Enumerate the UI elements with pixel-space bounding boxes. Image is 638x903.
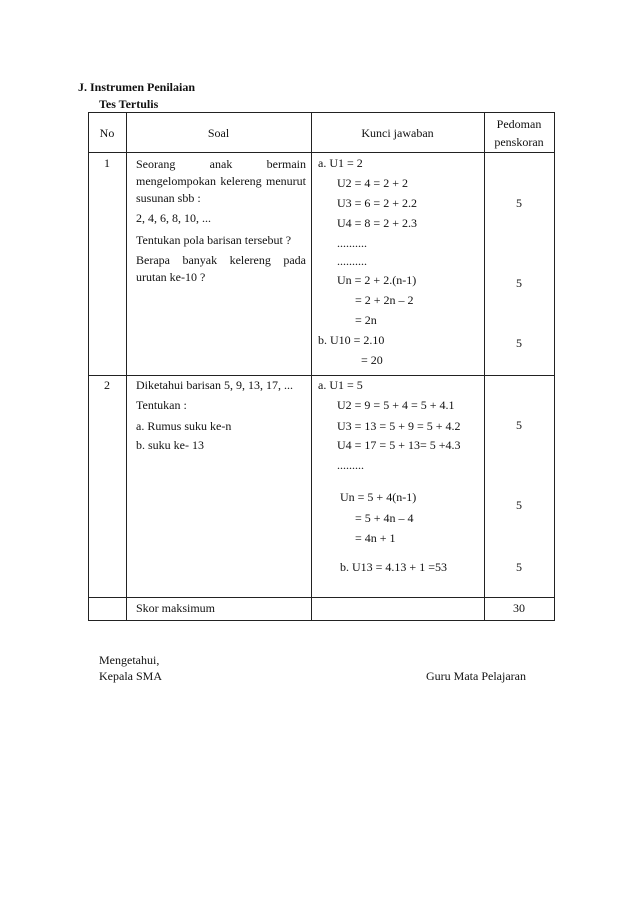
row2-soal-line: b. suku ke- 13 (136, 438, 204, 452)
row2-kunci-line: = 5 + 4n – 4 (355, 511, 414, 525)
subtitle: Tes Tertulis (99, 97, 159, 111)
row2-kunci-line: U3 = 13 = 5 + 9 = 5 + 4.2 (337, 419, 461, 433)
row1-kunci-line: = 20 (361, 353, 383, 367)
row2-no: 2 (104, 378, 110, 392)
header-penskoran: penskoran (494, 135, 544, 149)
row1-soal-task1: Tentukan pola barisan tersebut ? (136, 233, 292, 247)
row1-kunci-line: .......... (337, 236, 367, 250)
row2-kunci-line: a. U1 = 5 (318, 378, 363, 392)
signature-guru: Guru Mata Pelajaran (426, 669, 526, 683)
header-pedoman: Pedoman (496, 117, 542, 131)
row1-kunci-line: U3 = 6 = 2 + 2.2 (337, 196, 417, 210)
row1-kunci-line: = 2 + 2n – 2 (355, 293, 414, 307)
row1-kunci-line: Un = 2 + 2.(n-1) (337, 273, 417, 287)
footer-label: Skor maksimum (136, 601, 216, 615)
row2-kunci-line: = 4n + 1 (355, 531, 396, 545)
row1-score: 5 (516, 336, 522, 350)
row1-no: 1 (104, 156, 110, 170)
row1-kunci-line: = 2n (355, 313, 377, 327)
row1-score: 5 (516, 276, 522, 290)
footer-max-score: 30 (513, 601, 525, 615)
row1-score: 5 (516, 196, 522, 210)
row1-soal-task2: Berapa banyak kelereng pada urutan ke-10 ? (136, 253, 306, 284)
row1-soal-question: Seorang anak bermain mengelompokan kelereng menurut susunan sbb : (136, 157, 306, 205)
row2-kunci-line: U4 = 17 = 5 + 13= 5 +4.3 (337, 438, 461, 452)
row2-kunci-line: Un = 5 + 4(n-1) (340, 490, 417, 504)
header-kunci-jawaban: Kunci jawaban (361, 126, 434, 140)
row2-kunci-line: U2 = 9 = 5 + 4 = 5 + 4.1 (337, 398, 455, 412)
signature-kepala-sma: Kepala SMA (99, 669, 162, 683)
row2-kunci-line: ......... (337, 458, 364, 472)
row2-score: 5 (516, 498, 522, 512)
signature-mengetahui: Mengetahui, (99, 653, 160, 667)
row2-soal-line: Diketahui barisan 5, 9, 13, 17, ... (136, 378, 293, 392)
row1-kunci-line: b. U10 = 2.10 (318, 333, 385, 347)
row1-kunci-line: .......... (337, 254, 367, 268)
row1-kunci-line: a. U1 = 2 (318, 156, 363, 170)
row2-kunci-line: b. U13 = 4.13 + 1 =53 (340, 560, 447, 574)
row2-score: 5 (516, 560, 522, 574)
header-no: No (99, 126, 115, 140)
row1-kunci-line: U2 = 4 = 2 + 2 (337, 176, 408, 190)
header-soal: Soal (207, 126, 230, 140)
row2-soal-line: Tentukan : (136, 398, 187, 412)
row2-soal-line: a. Rumus suku ke-n (136, 419, 232, 433)
section-title: J. Instrumen Penilaian (78, 80, 196, 94)
row2-score: 5 (516, 418, 522, 432)
row1-kunci-line: U4 = 8 = 2 + 2.3 (337, 216, 417, 230)
row1-soal-sequence: 2, 4, 6, 8, 10, ... (136, 211, 211, 225)
